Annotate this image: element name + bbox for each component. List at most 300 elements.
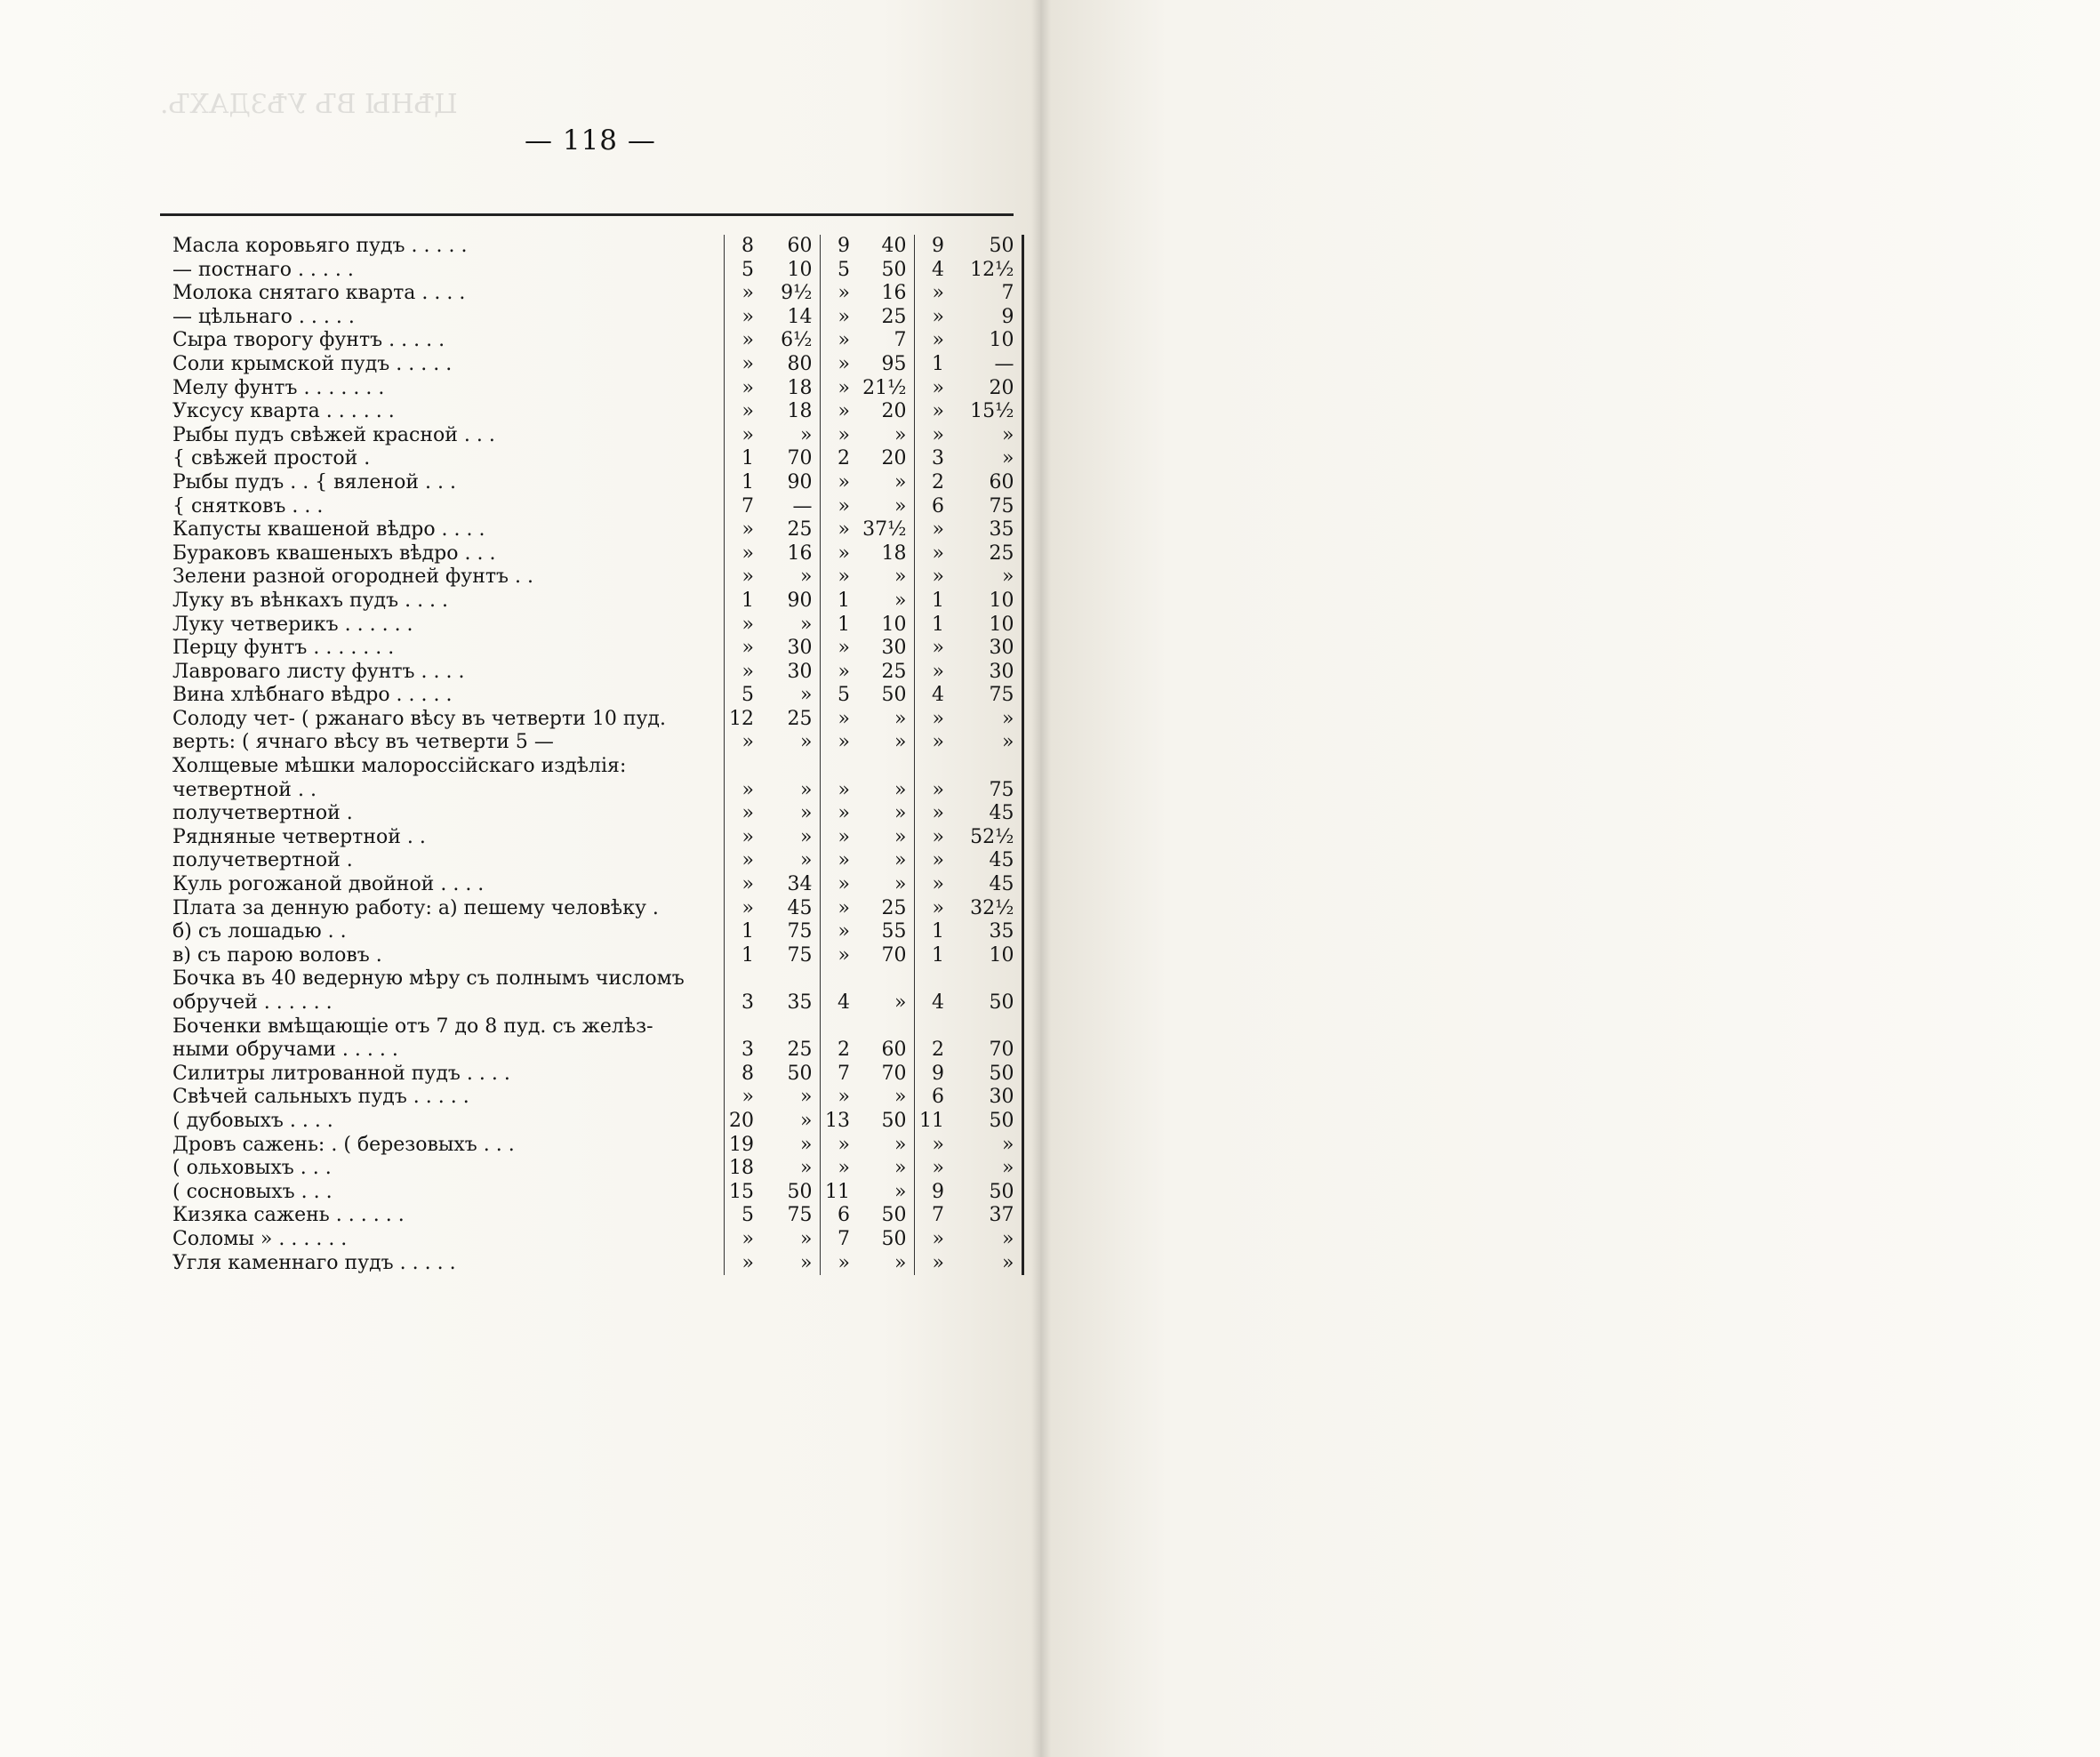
price-cell: » [741, 305, 754, 328]
price-cell [761, 755, 820, 779]
price-cell: » [838, 1251, 850, 1274]
price-cell: » [741, 376, 754, 399]
price-cell: 2 [932, 470, 944, 493]
price-cell: 32½ [951, 897, 1022, 921]
price-cell: » [838, 400, 850, 423]
price-cell: » [857, 826, 914, 850]
price-cell: 50 [857, 684, 914, 708]
left-table-row [169, 1204, 1022, 1228]
left-table-row [169, 637, 1022, 661]
price-cell: » [838, 731, 850, 754]
price-cell: » [838, 943, 850, 967]
price-cell: 75 [951, 779, 1022, 803]
price-cell: 3 [741, 1039, 754, 1062]
left-table-row [169, 755, 1022, 779]
price-cell: » [857, 873, 914, 897]
left-table-row [169, 542, 1022, 566]
price-cell: » [761, 566, 820, 590]
price-cell: 52½ [951, 826, 1022, 850]
left-table-row [169, 1228, 1022, 1252]
price-cell: 1 [838, 589, 850, 612]
price-cell: 80 [761, 353, 820, 377]
price-cell: » [741, 400, 754, 423]
price-cell: » [932, 542, 944, 565]
price-cell: 4 [932, 258, 944, 281]
price-cell: 45 [951, 849, 1022, 873]
price-cell: » [857, 1157, 914, 1181]
item-label: Холщевые мѣшки малороссійскаго издѣлія: [169, 755, 724, 779]
item-label: — постнаго . . . . . [169, 259, 724, 283]
price-cell: » [857, 708, 914, 732]
price-cell: » [857, 566, 914, 590]
price-cell: » [932, 329, 944, 352]
left-table-row [169, 1157, 1022, 1181]
price-cell: » [932, 1251, 944, 1274]
price-cell: » [951, 424, 1022, 448]
price-cell: » [932, 1227, 944, 1250]
price-cell: 9½ [761, 282, 820, 306]
price-cell: 25 [857, 661, 914, 685]
item-label: Рыбы пудъ . . { вяленой . . . [169, 471, 724, 495]
item-label: верть: ( ячнаго вѣсу въ четверти 5 — [169, 731, 724, 755]
price-cell: 50 [951, 1110, 1022, 1134]
item-label: ( сосновыхъ . . . [169, 1181, 724, 1205]
price-cell: » [857, 1181, 914, 1205]
price-cell: » [838, 849, 850, 872]
price-cell: 50 [951, 1063, 1022, 1087]
price-cell: 11 [919, 1109, 944, 1132]
price-cell: » [857, 1086, 914, 1110]
price-cell: 60 [857, 1039, 914, 1063]
price-cell: » [932, 802, 944, 825]
price-cell: » [838, 778, 850, 801]
price-cell: » [761, 1110, 820, 1134]
price-cell: 60 [761, 235, 820, 259]
price-cell: 5 [838, 684, 850, 707]
price-cell: 16 [857, 282, 914, 306]
item-label: Соломы » . . . . . . [169, 1228, 724, 1252]
price-cell: 9 [932, 1062, 944, 1085]
price-cell: 1 [932, 920, 944, 943]
price-cell: » [741, 825, 754, 848]
price-cell: 70 [857, 944, 914, 968]
price-cell: » [838, 802, 850, 825]
price-cell: 6½ [761, 329, 820, 353]
left-page [0, 0, 1040, 1757]
price-cell: 2 [932, 1039, 944, 1062]
price-cell: » [951, 1228, 1022, 1252]
price-cell: » [932, 282, 944, 305]
price-cell: 5 [838, 258, 850, 281]
price-cell: » [761, 1157, 820, 1181]
price-cell: » [838, 494, 850, 517]
price-cell: » [932, 637, 944, 660]
price-cell: 2 [838, 447, 850, 470]
price-cell: » [838, 352, 850, 375]
item-label: Молока снятаго кварта . . . . [169, 282, 724, 306]
price-cell: 18 [761, 377, 820, 401]
price-cell: » [932, 376, 944, 399]
left-table-row [169, 1086, 1022, 1110]
left-table-row [169, 897, 1022, 921]
price-cell: » [838, 825, 850, 848]
left-table-row [169, 1181, 1022, 1205]
price-cell: » [838, 329, 850, 352]
price-cell [724, 1015, 761, 1039]
price-cell: » [932, 423, 944, 446]
price-cell: » [761, 826, 820, 850]
price-cell: 34 [761, 873, 820, 897]
price-cell: 18 [729, 1157, 754, 1180]
left-table-row [169, 424, 1022, 448]
price-cell: 25 [857, 897, 914, 921]
price-cell: » [741, 778, 754, 801]
left-table-row [169, 779, 1022, 803]
price-cell: 7 [838, 1062, 850, 1085]
price-cell: » [932, 305, 944, 328]
price-cell [820, 967, 857, 991]
price-cell: » [741, 1251, 754, 1274]
price-cell: 9 [838, 235, 850, 257]
price-cell: 6 [932, 1086, 944, 1109]
price-cell: 1 [932, 352, 944, 375]
price-cell: 35 [951, 920, 1022, 944]
left-table-row [169, 1134, 1022, 1158]
price-cell [951, 967, 1022, 991]
price-cell: 5 [741, 684, 754, 707]
price-cell: » [838, 920, 850, 943]
price-cell: 12 [729, 707, 754, 730]
price-cell: 9 [932, 1180, 944, 1203]
left-table-row [169, 873, 1022, 897]
price-cell: 30 [761, 661, 820, 685]
price-cell: 1 [741, 470, 754, 493]
price-cell: » [741, 1086, 754, 1109]
price-cell: 9 [951, 306, 1022, 330]
price-cell: — [761, 495, 820, 519]
price-cell: » [741, 518, 754, 542]
item-label: { свѣжей простой . [169, 447, 724, 471]
item-label: Бураковъ квашеныхъ вѣдро . . . [169, 542, 724, 566]
price-cell: » [761, 614, 820, 638]
price-cell: » [741, 423, 754, 446]
price-cell: » [932, 873, 944, 896]
left-table-row [169, 731, 1022, 755]
left-table-row [169, 1110, 1022, 1134]
left-table-row [169, 1015, 1022, 1039]
item-label: Рядняные четвертной . . [169, 826, 724, 850]
price-cell: » [857, 991, 914, 1015]
price-cell: 4 [838, 991, 850, 1014]
price-cell: 20 [857, 447, 914, 471]
price-cell: » [857, 1134, 914, 1158]
price-cell: 30 [951, 661, 1022, 685]
price-cell [761, 1015, 820, 1039]
left-table-row [169, 329, 1022, 353]
price-cell [951, 755, 1022, 779]
left-table-row [169, 661, 1022, 685]
price-cell: » [741, 873, 754, 896]
price-cell: 55 [857, 920, 914, 944]
price-cell: » [838, 305, 850, 328]
price-cell: » [741, 849, 754, 872]
price-cell: 35 [761, 991, 820, 1015]
price-cell: 1 [838, 613, 850, 636]
item-label: { снятковъ . . . [169, 495, 724, 519]
price-cell [857, 967, 914, 991]
price-cell: » [838, 423, 850, 446]
price-cell: 7 [838, 1227, 850, 1250]
price-cell: 60 [951, 471, 1022, 495]
price-cell: » [761, 731, 820, 755]
item-label: ными обручами . . . . . [169, 1039, 724, 1063]
price-cell: » [741, 896, 754, 919]
left-table-row [169, 802, 1022, 826]
price-cell: 70 [761, 447, 820, 471]
price-cell: 30 [951, 1086, 1022, 1110]
price-cell: 16 [761, 542, 820, 566]
left-table-row [169, 684, 1022, 708]
item-label: ( ольховыхъ . . . [169, 1157, 724, 1181]
item-label: Плата за денную работу: а) пешему человѣку . [169, 897, 724, 921]
left-table-row [169, 614, 1022, 638]
price-cell: 90 [761, 590, 820, 614]
price-cell: 7 [857, 329, 914, 353]
price-cell: 3 [932, 447, 944, 470]
price-cell: » [838, 873, 850, 896]
right-page [1040, 0, 2100, 1757]
price-cell: 14 [761, 306, 820, 330]
left-table-row [169, 590, 1022, 614]
price-cell: 1 [932, 943, 944, 967]
item-label: Вина хлѣбнаго вѣдро . . . . . [169, 684, 724, 708]
price-cell: 7 [741, 494, 754, 517]
price-cell: » [741, 1227, 754, 1250]
price-cell: » [857, 779, 914, 803]
price-cell: 25 [761, 708, 820, 732]
item-label: Кизяка сажень . . . . . . [169, 1204, 724, 1228]
item-label: Угля каменнаго пудъ . . . . . [169, 1252, 724, 1276]
price-cell: » [951, 708, 1022, 732]
left-table-row [169, 495, 1022, 519]
price-cell: » [932, 731, 944, 754]
price-cell: 20 [729, 1109, 754, 1132]
left-table-row [169, 400, 1022, 424]
price-cell [820, 1015, 857, 1039]
price-cell [857, 755, 914, 779]
item-label: Силитры литрованной пудъ . . . . [169, 1063, 724, 1087]
bleed-through-text: ЦѢНЫ ВЪ УѢЗДАХЪ. [160, 89, 458, 120]
price-cell: » [741, 329, 754, 352]
price-cell: » [761, 1134, 820, 1158]
price-cell: » [838, 470, 850, 493]
item-label: Капусты квашеной вѣдро . . . . [169, 518, 724, 542]
price-cell: » [741, 282, 754, 305]
price-cell: » [932, 400, 944, 423]
left-table-top-rule [160, 213, 1014, 216]
price-cell: 37 [951, 1204, 1022, 1228]
item-label: Бочка въ 40 ведерную мѣру съ полнымъ числомъ [169, 967, 724, 991]
item-label: б) съ лошадью . . [169, 920, 724, 944]
price-cell: » [741, 613, 754, 636]
price-cell: 25 [951, 542, 1022, 566]
price-cell: » [741, 637, 754, 660]
price-cell [857, 1015, 914, 1039]
item-label: обручей . . . . . . [169, 991, 724, 1015]
item-label: Боченки вмѣщающіе отъ 7 до 8 пуд. съ желѣз- [169, 1015, 724, 1039]
price-cell: 50 [951, 235, 1022, 259]
price-cell [761, 967, 820, 991]
price-cell: 21½ [857, 377, 914, 401]
price-cell [724, 967, 761, 991]
item-label: Солоду чет- ( ржанаго вѣсу въ четверти 10 пуд. [169, 708, 724, 732]
price-cell: 8 [741, 1062, 754, 1085]
price-cell [914, 755, 951, 779]
price-cell: » [857, 424, 914, 448]
price-cell: 18 [857, 542, 914, 566]
price-cell: » [838, 896, 850, 919]
price-cell: » [761, 779, 820, 803]
price-cell: 2 [838, 1039, 850, 1062]
left-table-row [169, 826, 1022, 850]
book-gutter [1031, 0, 1051, 1757]
price-cell: 15½ [951, 400, 1022, 424]
item-label: Луку четверикъ . . . . . . [169, 614, 724, 638]
price-cell: 8 [741, 235, 754, 257]
price-cell: 1 [932, 613, 944, 636]
price-cell [951, 1015, 1022, 1039]
price-cell: 45 [951, 873, 1022, 897]
price-cell: 7 [932, 1204, 944, 1227]
price-cell: » [951, 731, 1022, 755]
price-cell: » [838, 1133, 850, 1156]
item-label: Рыбы пудъ свѣжей красной . . . [169, 424, 724, 448]
item-label: Свѣчей сальныхъ пудъ . . . . . [169, 1086, 724, 1110]
price-cell: » [857, 471, 914, 495]
price-cell: 4 [932, 684, 944, 707]
price-cell: 5 [741, 258, 754, 281]
price-cell: » [761, 802, 820, 826]
price-cell [820, 755, 857, 779]
price-cell: 30 [951, 637, 1022, 661]
price-cell: 20 [857, 400, 914, 424]
left-table-row [169, 1039, 1022, 1063]
price-cell: » [932, 660, 944, 683]
price-cell: 6 [838, 1204, 850, 1227]
price-cell: 75 [761, 1204, 820, 1228]
item-label: ( дубовыхъ . . . . [169, 1110, 724, 1134]
price-cell: 1 [741, 943, 754, 967]
price-cell: » [951, 566, 1022, 590]
price-cell: » [932, 707, 944, 730]
price-cell: » [741, 566, 754, 589]
price-cell: » [932, 896, 944, 919]
price-cell: » [838, 707, 850, 730]
item-label: четвертной . . [169, 779, 724, 803]
price-cell: 18 [761, 400, 820, 424]
price-cell: 7 [951, 282, 1022, 306]
price-cell: 1 [741, 589, 754, 612]
item-label: Дровъ сажень: . ( березовыхъ . . . [169, 1134, 724, 1158]
left-table-row [169, 944, 1022, 968]
left-table-row [169, 849, 1022, 873]
left-table-row [169, 967, 1022, 991]
price-cell: 45 [951, 802, 1022, 826]
price-cell: 70 [951, 1039, 1022, 1063]
price-cell: 50 [761, 1181, 820, 1205]
price-cell: 30 [761, 637, 820, 661]
price-cell: 13 [825, 1109, 850, 1132]
item-label: получетвертной . [169, 849, 724, 873]
item-label: Уксусу кварта . . . . . . [169, 400, 724, 424]
price-cell: » [932, 566, 944, 589]
item-label: Зелени разной огородней фунтъ . . [169, 566, 724, 590]
price-cell: 90 [761, 471, 820, 495]
price-cell: 70 [857, 1063, 914, 1087]
price-cell: » [838, 518, 850, 542]
item-label: Перцу фунтъ . . . . . . . [169, 637, 724, 661]
price-cell [724, 755, 761, 779]
price-cell: 25 [761, 1039, 820, 1063]
price-cell: » [951, 1157, 1022, 1181]
price-cell: » [857, 590, 914, 614]
left-table-row [169, 991, 1022, 1015]
left-table-row [169, 1063, 1022, 1087]
price-cell: » [838, 1086, 850, 1109]
price-cell: » [932, 1157, 944, 1180]
price-cell: » [761, 684, 820, 708]
price-cell: 19 [729, 1133, 754, 1156]
item-label: Соли крымской пудъ . . . . . [169, 353, 724, 377]
price-cell: » [838, 1157, 850, 1180]
price-cell: 5 [741, 1204, 754, 1227]
item-label: Лавроваго листу фунтъ . . . . [169, 661, 724, 685]
left-price-table [169, 235, 1024, 1275]
price-cell: » [761, 849, 820, 873]
left-table-row [169, 708, 1022, 732]
price-cell: 37½ [857, 518, 914, 542]
left-table-row [169, 1252, 1022, 1276]
price-cell: » [741, 660, 754, 683]
left-table-row [169, 306, 1022, 330]
price-cell: 40 [857, 235, 914, 259]
price-cell: » [761, 1086, 820, 1110]
price-cell: 75 [951, 495, 1022, 519]
item-label: Куль рогожаной двойной . . . . [169, 873, 724, 897]
price-cell: 50 [857, 259, 914, 283]
price-cell: 25 [857, 306, 914, 330]
price-cell: » [932, 518, 944, 542]
item-label: Луку въ вѣнкахъ пудъ . . . . [169, 590, 724, 614]
item-label: — цѣльнаго . . . . . [169, 306, 724, 330]
price-cell: 10 [951, 590, 1022, 614]
price-cell: 4 [932, 991, 944, 1014]
price-cell: » [741, 802, 754, 825]
price-cell: 10 [761, 259, 820, 283]
left-table-row [169, 353, 1022, 377]
price-cell: 9 [932, 235, 944, 257]
price-cell: 10 [951, 944, 1022, 968]
price-cell: » [857, 495, 914, 519]
left-table-row [169, 471, 1022, 495]
price-cell: 1 [741, 920, 754, 943]
price-cell: 50 [857, 1204, 914, 1228]
price-cell: 75 [761, 944, 820, 968]
price-cell: 30 [857, 637, 914, 661]
price-cell: » [932, 849, 944, 872]
left-table-row [169, 447, 1022, 471]
price-cell: » [838, 637, 850, 660]
